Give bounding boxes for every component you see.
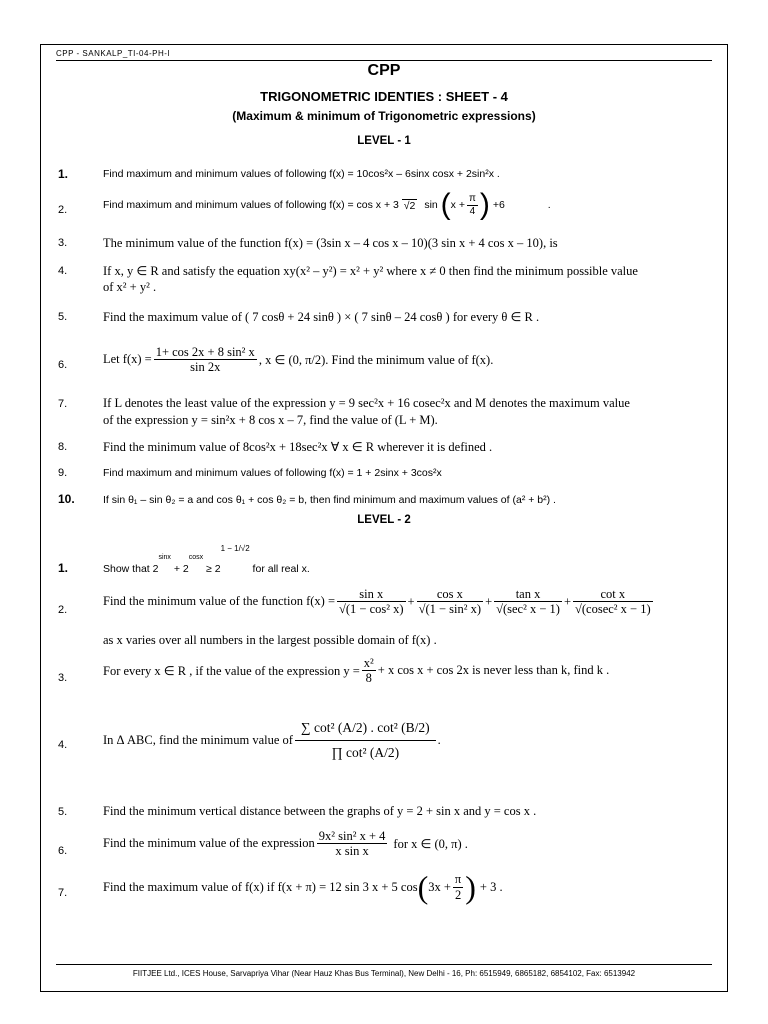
footer-divider <box>56 964 712 965</box>
question-text: Find maximum and minimum values of following f(x) = cos x + 3 √2 sin (x + $\frac{\pi}{4}$ ) +6 . <box>103 188 551 221</box>
question-number: 7. <box>58 398 68 410</box>
question-number: 2. <box>58 604 68 616</box>
question-text: Find maximum and minimum values of following f(x) = 1 + 2sinx + 3cos²x <box>103 467 442 479</box>
sheet-title: TRIGONOMETRIC IDENTIES : SHEET - 4 <box>260 89 508 104</box>
question-number: 3. <box>58 672 68 684</box>
question-number: 4. <box>58 265 68 277</box>
question-number: 1. <box>58 167 69 181</box>
question-text: Find the minimum vertical distance between the graphs of y = 2 + sin x and y = cos x . <box>103 804 537 818</box>
question-text: Find the minimum value of the function f(x) = $\frac{\text{sin x}}{\text{√(1 − cos² x)}}$ + $\frac{\text{cos x}}{\text{√(1 − sin² x)}}$ + $\frac{\text{tan x}}{\text{√(sec² x − 1)}}$ + $\frac{\text{cot x}}{\text{√(cosec² x − 1)}}$ <box>103 587 651 617</box>
question-text: Find the minimum value of the expression $\frac{\text{9x² sin² x + 4}}{\text{x sin x}}$ for x ∈ (0, π) . <box>103 829 468 859</box>
question-number: 5. <box>58 311 68 323</box>
question-text: Let f(x) = $\frac{\text{1+ cos 2x + 8 sin² x}}{\sin 2x}$ , x ∈ (0, π/2). Find the minimum value of f(x). <box>103 345 494 375</box>
question-number: 9. <box>58 467 68 479</box>
question-number: 2. <box>58 204 68 216</box>
question-number: 6. <box>58 845 68 857</box>
page-title: CPP <box>367 62 401 79</box>
question-text: The minimum value of the function f(x) = (3sin x – 4 cos x – 10)(3 sin x + 4 cos x – 10), is <box>103 236 558 250</box>
header-divider <box>56 60 712 61</box>
question-text: If x, y ∈ R and satisfy the equation xy(x² – y²) = x² + y² where x ≠ 0 then find the minimum possible value <box>103 264 638 278</box>
level-1-heading: LEVEL - 1 <box>357 135 411 147</box>
question-number: 3. <box>58 237 68 249</box>
question-text: Find the minimum value of 8cos²x + 18sec²x ∀ x ∈ R wherever it is defined . <box>103 440 493 454</box>
question-text-cont: as x varies over all numbers in the largest possible domain of f(x) . <box>103 633 437 647</box>
level-2-heading: LEVEL - 2 <box>357 514 411 526</box>
question-text-cont: of the expression y = sin²x + 8 cos x – 7, find the value of (L + M). <box>103 413 438 427</box>
question-number: 6. <box>58 359 68 371</box>
question-number: 8. <box>58 441 68 453</box>
question-text: For every x ∈ R , if the value of the expression y = $\frac{\text{x²}}{8}$ + x cos x + cos 2x is never less than k, find k . <box>103 656 610 686</box>
question-number: 1. <box>58 561 69 575</box>
question-number: 4. <box>58 739 68 751</box>
question-text: In Δ ABC, find the minimum value of $\frac{\text{∑ cot² (A/2) . cot² (B/2)}}{\text{∏ cot² (A/2)}}$ . <box>103 718 441 762</box>
question-number: 7. <box>58 887 68 899</box>
question-number: 5. <box>58 806 68 818</box>
sheet-code: CPP - SANKALP_TI-04-PH-I <box>56 49 171 58</box>
question-text: Find maximum and minimum values of following f(x) = 10cos²x – 6sinx cosx + 2sin²x . <box>103 168 500 180</box>
question-text: Show that $2^{sinx} + 2^{cosx} \ge 2^{1 - 1/√2}$ for all real x. <box>103 544 310 575</box>
footer-address: FIITJEE Ltd., ICES House, Sarvapriya Vihar (Near Hauz Khas Bus Terminal), New Delhi - 16, Ph: 6515949, 6865182, 6854102, Fax: 6513942 <box>132 969 636 978</box>
question-text: If sin θ₁ – sin θ₂ = a and cos θ₁ + cos θ₂ = b, then find minimum and maximum values of (a² + b²) . <box>103 494 556 506</box>
question-text: If L denotes the least value of the expression y = 9 sec²x + 16 cosec²x and M denotes the maximum value <box>103 396 630 410</box>
question-number: 10. <box>58 492 75 506</box>
question-text: Find the maximum value of ( 7 cosθ + 24 sinθ ) × ( 7 sinθ – 24 cosθ ) for every θ ∈ R . <box>103 310 540 324</box>
sheet-subtitle: (Maximum & minimum of Trigonometric expressions) <box>232 109 536 123</box>
question-text-cont: of x² + y² . <box>103 280 157 294</box>
question-text: Find the maximum value of f(x) if f(x + π) = 12 sin 3 x + 5 cos(3x + $\frac{\pi}{2}$ ) + 3 . <box>103 869 503 905</box>
